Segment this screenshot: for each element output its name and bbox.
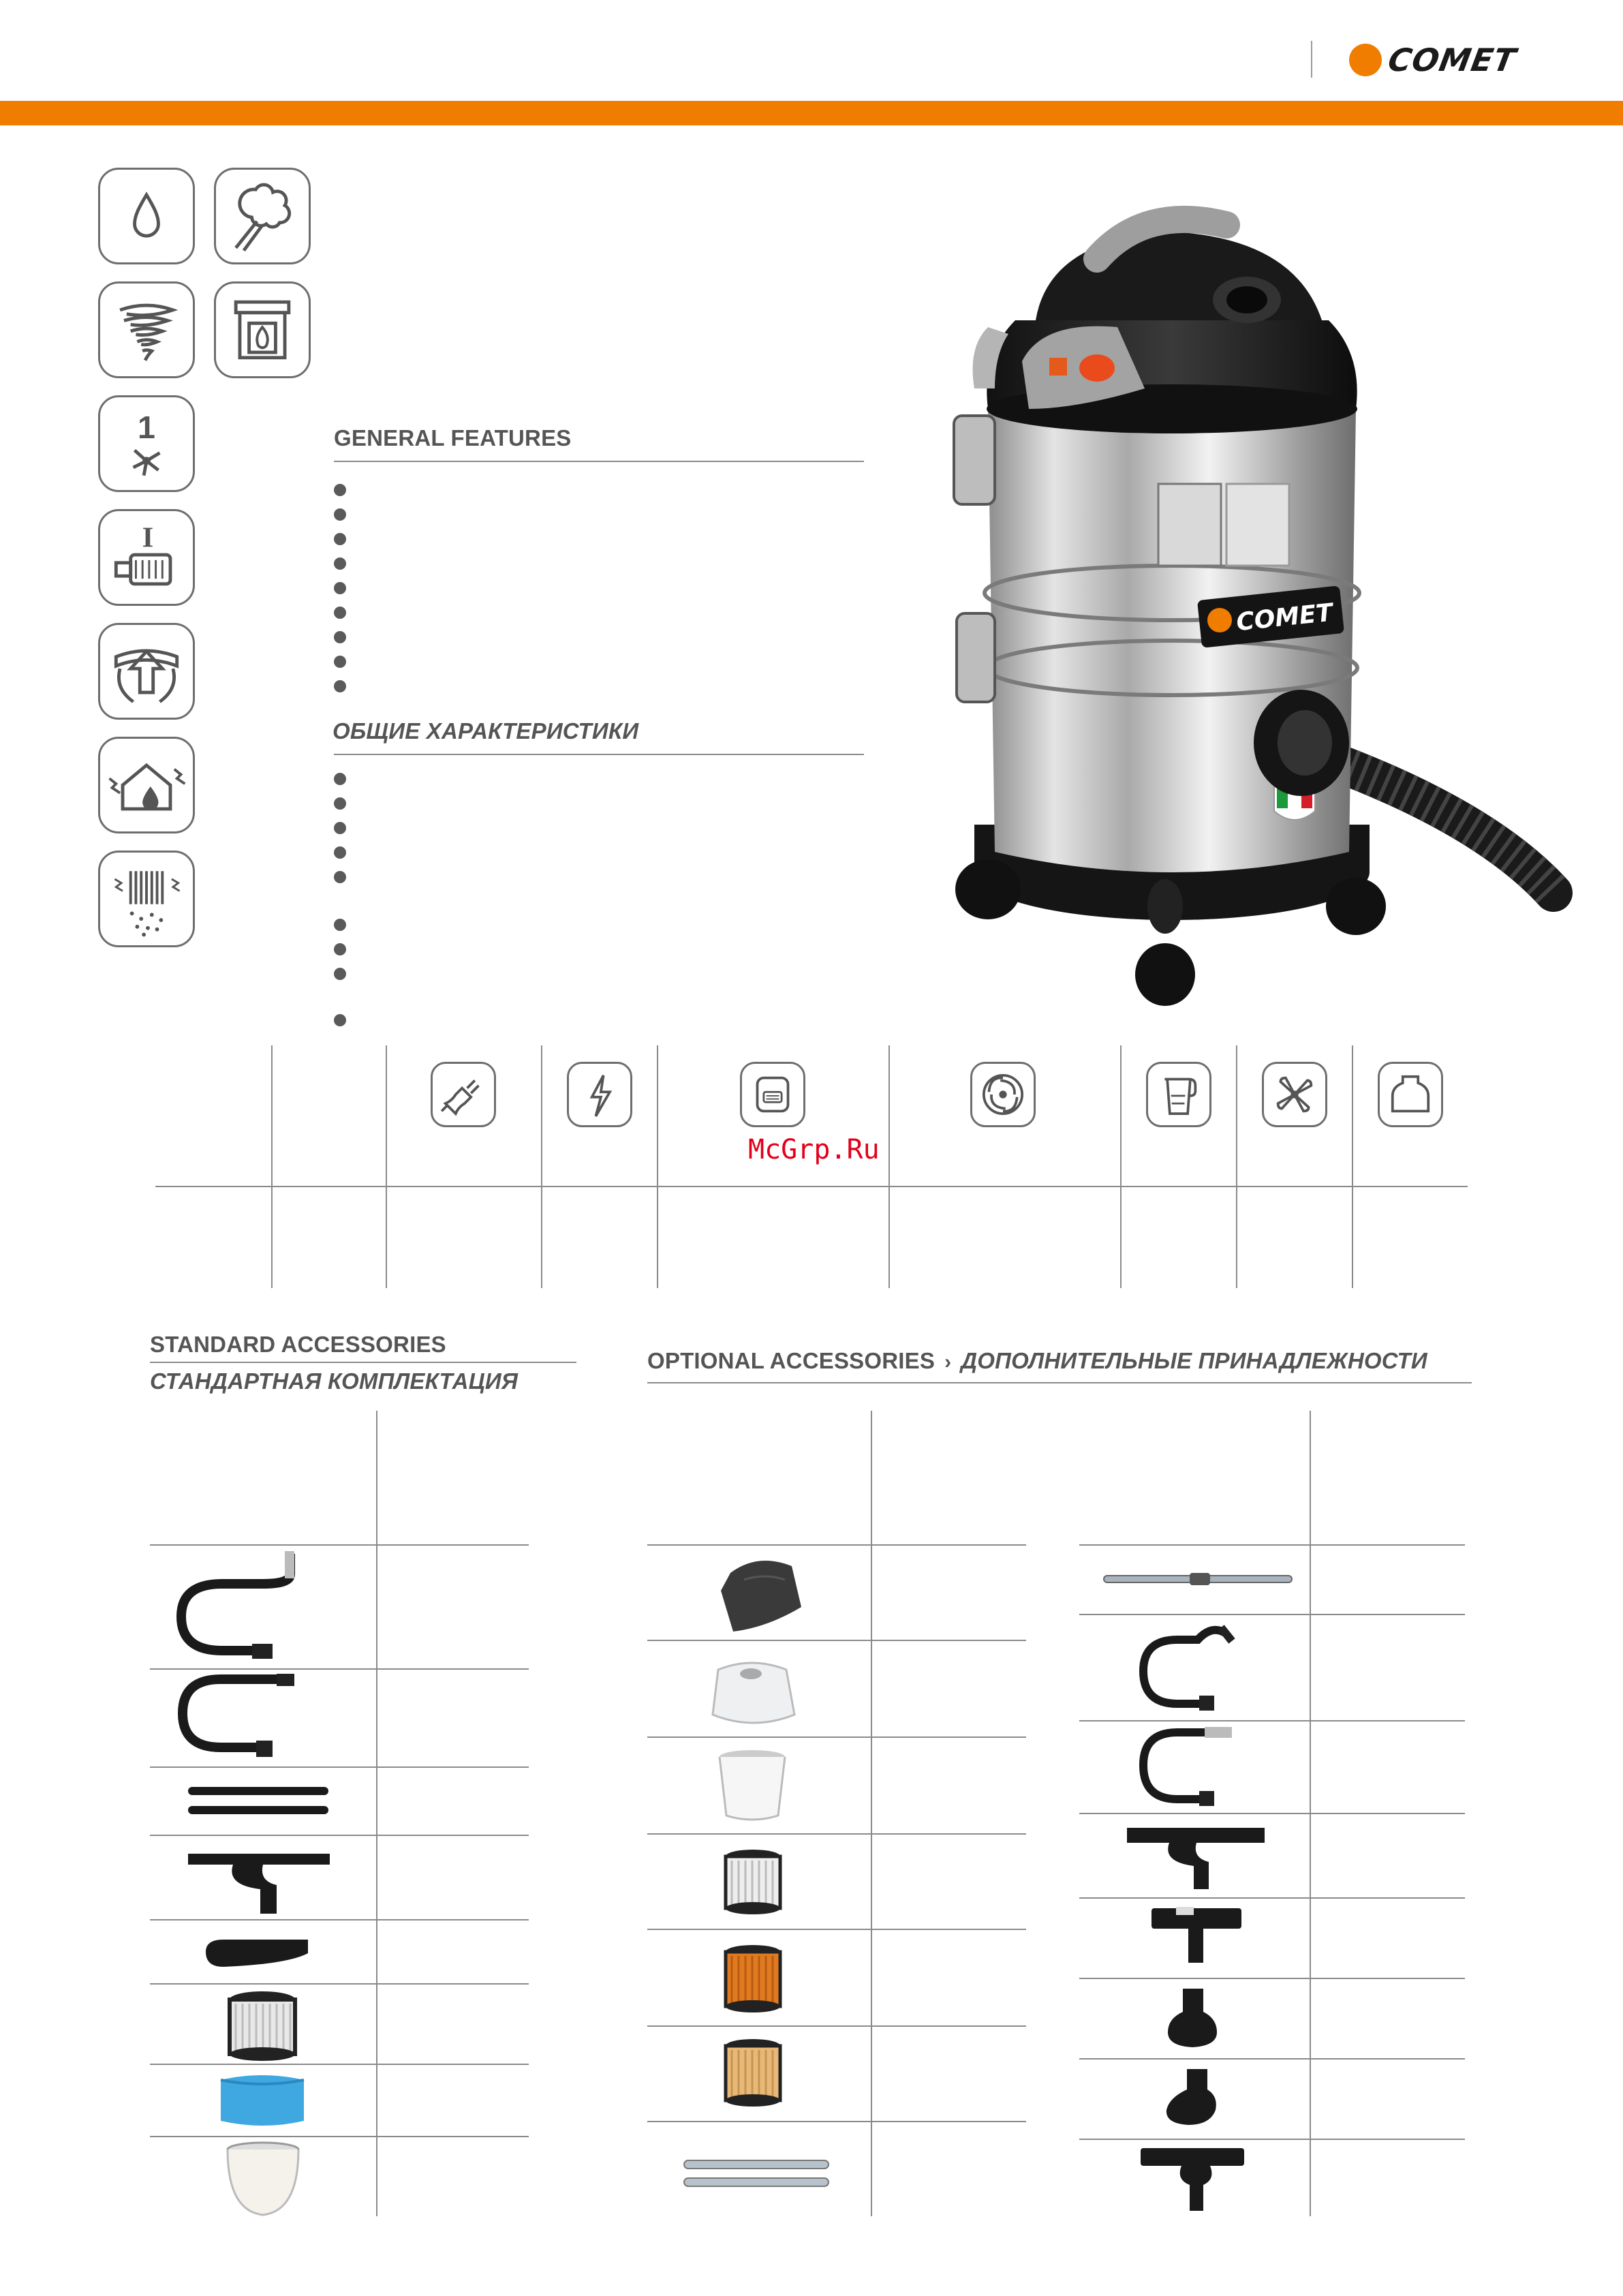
voltage-icon xyxy=(567,1062,632,1127)
feature-bullet xyxy=(334,822,346,834)
spec-table-divider xyxy=(1120,1045,1122,1288)
std-row-rule xyxy=(150,2064,529,2065)
spec-table-divider xyxy=(386,1045,387,1288)
opt-accessory-col-divider xyxy=(871,1411,872,2216)
feature-bullet xyxy=(334,607,346,619)
airflow-icon xyxy=(970,1062,1036,1127)
opt-row-rule xyxy=(1079,1897,1465,1899)
feature-bullet xyxy=(334,631,346,643)
opt-floor-nozzle-image xyxy=(1124,1821,1267,1891)
feature-bullet xyxy=(334,680,346,692)
feature-bullet xyxy=(334,508,346,521)
motor-class-icon xyxy=(98,509,195,606)
opt-row-rule xyxy=(1079,1614,1465,1615)
spec-table-divider xyxy=(271,1045,273,1288)
general-features-rule xyxy=(334,461,864,462)
svg-text:I: I xyxy=(142,521,154,554)
opt-cartridge-paper-image xyxy=(722,2038,784,2109)
feature-bullet xyxy=(334,797,346,810)
std-cloth-filter-image xyxy=(222,2141,304,2218)
general-features-heading: GENERAL FEATURES xyxy=(334,425,572,450)
feature-bullet xyxy=(334,968,346,980)
spec-table-row-rule xyxy=(155,1186,1468,1187)
optional-accessories-rule xyxy=(647,1382,1472,1383)
feature-bullet xyxy=(334,582,346,594)
opt-dust-bag-black-image xyxy=(717,1552,804,1633)
opt-row-rule xyxy=(647,1736,1026,1738)
single-motor-icon xyxy=(98,395,195,492)
steam-cleaning-icon xyxy=(214,168,311,264)
std-row-rule xyxy=(150,1544,529,1546)
brand-logo xyxy=(1349,42,1519,78)
feature-bullet xyxy=(334,846,346,859)
container-icon xyxy=(1378,1062,1443,1127)
opt-row-rule xyxy=(647,2121,1026,2122)
optional-accessories-ru: ДОПОЛНИТЕЛЬНЫЕ ПРИНАДЛЕЖНОСТИ xyxy=(961,1348,1427,1373)
capacity-icon xyxy=(1146,1062,1211,1127)
opt-row-rule xyxy=(647,1544,1026,1546)
plug-icon xyxy=(431,1062,496,1127)
opt-cartridge-orange-image xyxy=(722,1944,784,2015)
std-foam-filter-image xyxy=(215,2072,309,2129)
svg-text:COMET: COMET xyxy=(1235,598,1335,637)
fireplace-icon xyxy=(214,281,311,378)
opt-dusting-brush-image xyxy=(1162,2065,1224,2130)
product-image-ash-vacuum xyxy=(940,184,1581,1022)
orange-header-bar xyxy=(0,101,1623,125)
blower-icon xyxy=(98,623,195,720)
std-floor-nozzle-image xyxy=(185,1841,333,1916)
std-crevice-tool-image xyxy=(202,1931,313,1972)
opt-row-rule xyxy=(1079,2139,1465,2140)
opt-upholstery-nozzle-image xyxy=(1138,2145,1247,2214)
general-features-ru-rule xyxy=(334,754,864,755)
opt-metal-tubes-image xyxy=(681,2155,831,2193)
power-icon xyxy=(740,1062,805,1127)
opt-brush-nozzle-image xyxy=(1149,1905,1244,1967)
cyclone-icon xyxy=(98,281,195,378)
opt-row-rule xyxy=(647,1929,1026,1930)
feature-bullet xyxy=(334,656,346,668)
optional-accessories-en: OPTIONAL ACCESSORIES xyxy=(647,1348,936,1373)
std-row-rule xyxy=(150,1668,529,1670)
logo-dot-icon xyxy=(1349,44,1382,76)
general-features-ru-heading: ОБЩИЕ ХАРАКТЕРИСТИКИ xyxy=(333,718,639,744)
opt-row-rule xyxy=(647,1640,1026,1641)
std-extension-tubes-image xyxy=(184,1777,334,1825)
opt-row-rule xyxy=(1079,2058,1465,2060)
opt-row-rule xyxy=(647,2025,1026,2027)
wet-dry-icon xyxy=(98,737,195,833)
optional-accessories-heading xyxy=(647,1348,1427,1374)
standard-accessories-ru-heading: СТАНДАРТНАЯ КОМПЛЕКТАЦИЯ xyxy=(150,1368,519,1394)
fan-icon xyxy=(1262,1062,1327,1127)
feature-bullet xyxy=(334,943,346,955)
feature-bullet xyxy=(334,773,346,785)
feature-bullet xyxy=(334,871,346,883)
feature-bullet xyxy=(334,533,346,545)
opt-round-brush-image xyxy=(1162,1985,1224,2050)
opt-cartridge-white-image xyxy=(717,1749,788,1824)
feature-bullet xyxy=(334,1014,346,1026)
spec-table-divider xyxy=(888,1045,890,1288)
opt-telescopic-tube-image xyxy=(1101,1566,1295,1593)
opt-row-rule xyxy=(1079,1813,1465,1814)
std-hose-metal-image xyxy=(170,1548,300,1664)
spec-table-divider xyxy=(657,1045,658,1288)
std-hose-image xyxy=(174,1672,297,1768)
std-row-rule xyxy=(150,1835,529,1836)
std-row-rule xyxy=(150,1983,529,1985)
opt-row-rule xyxy=(1079,1544,1465,1546)
opt-hose-metal-image xyxy=(1137,1724,1237,1810)
opt-row-rule xyxy=(647,1833,1026,1835)
spec-table-divider xyxy=(1352,1045,1353,1288)
std-row-rule xyxy=(150,1919,529,1920)
standard-accessories-heading: STANDARD ACCESSORIES xyxy=(150,1332,446,1357)
logo-text: COMET xyxy=(1385,42,1519,78)
spec-table-divider xyxy=(1236,1045,1237,1288)
std-accessory-col-divider xyxy=(376,1411,377,2216)
feature-bullet xyxy=(334,484,346,496)
std-row-rule xyxy=(150,2136,529,2137)
standard-accessories-rule xyxy=(150,1362,576,1363)
feature-bullet xyxy=(334,919,346,931)
opt-hose-curved-image xyxy=(1137,1621,1237,1713)
feature-bullet xyxy=(334,557,346,570)
filter-shaker-icon xyxy=(98,851,195,947)
header-divider xyxy=(1311,41,1312,78)
spec-table-divider xyxy=(541,1045,542,1288)
water-drop-icon xyxy=(98,168,195,264)
opt-paper-bag-image xyxy=(706,1656,799,1730)
std-hepa-filter-image xyxy=(225,1989,300,2064)
svg-text:1: 1 xyxy=(138,410,155,446)
opt-row-rule xyxy=(1079,1720,1465,1721)
watermark: McGrp.Ru xyxy=(748,1134,880,1165)
opt-hepa-filter-image xyxy=(722,1848,784,1916)
opt-row-rule xyxy=(1079,1978,1465,1979)
heading-separator: › xyxy=(944,1351,952,1373)
